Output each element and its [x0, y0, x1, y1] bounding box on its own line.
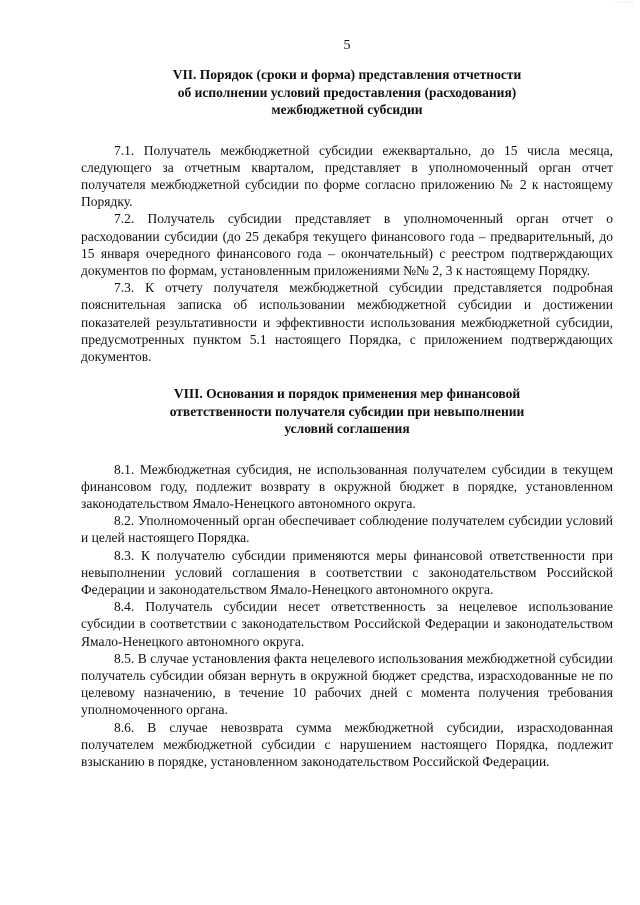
section-title-line: об исполнении условий предоставления (расходования): [177, 84, 517, 100]
section-viii: [81, 385, 613, 770]
section-title-line: VIII. Основания и порядок применения мер финансовой: [173, 386, 521, 402]
paragraph-7-2: 7.2. Получатель субсидии представляет в уполномоченный орган отчет о расходовании субсидии (до 25 декабря текущего финансового года – предварительный, до 15 января очередного финансового года – окончательный) с реестром подтверждающих документов по формам, установленным приложениями №№ 2, 3 к настоящему Порядку.: [81, 211, 613, 278]
page-number: 5: [343, 38, 351, 53]
paragraph-8-1: 8.1. Межбюджетная субсидия, не использованная получателем субсидии в текущем финансовом году, подлежит возврату в окружной бюджет в порядке, установленном законодательством Ямало-Ненецкого автономного округа.: [81, 461, 613, 512]
section-title-line: VII. Порядок (сроки и форма) представления отчетности: [172, 67, 522, 82]
paragraph-8-3: 8.3. К получателю субсидии применяются меры финансовой ответственности при невыполнении условий соглашения в соответствии с законодательством Российской Федерации и законодательством Ямало-Ненецкого автономного округа.: [81, 547, 613, 598]
section-title-line: условий соглашения: [284, 421, 410, 437]
section-vii-title: [81, 66, 613, 119]
paragraph-7-3: 7.3. К отчету получателя межбюджетной субсидии представляется подробная пояснительная записка об использовании межбюджетной субсидии и достижении показателей результативности и эффективности использования межбюджетной субсидии, предусмотренных пунктом 5.1 настоящего Порядка, с приложением подтверждающих документов.: [81, 280, 613, 364]
corner-mark: ‧ ‧‧‧‧‧‧‧: [615, 0, 634, 6]
section-vii: [81, 66, 613, 365]
paragraph-7-1: 7.1. Получатель межбюджетной субсидии ежеквартально, до 15 числа месяца, следующего за отчетным кварталом, представляет в уполномоченный орган отчет получателя межбюджетной субсидии по форме согласно приложению № 2 к настоящему Порядку.: [81, 142, 613, 210]
document-page: [81, 38, 613, 770]
section-viii-title: [81, 385, 613, 438]
section-title-line: ответственности получателя субсидии при невыполнении: [169, 403, 525, 419]
paragraph-8-2: 8.2. Уполномоченный орган обеспечивает соблюдение получателем субсидии условий и целей настоящего Порядка.: [81, 513, 613, 546]
section-title-line: межбюджетной субсидии: [271, 102, 423, 117]
paragraph-8-4: 8.4. Получатель субсидии несет ответственность за нецелевое использование субсидии в соответствии с законодательством Российской Федерации и законодательством Ямало-Ненецкого автономного округа.: [81, 599, 613, 649]
paragraph-8-6: 8.6. В случае невозврата сумма межбюджетной субсидии, израсходованная получателем межбюджетной субсидии с нарушением настоящего Порядка, подлежит взысканию в порядке, установленном законодательством Российской Федерации.: [81, 719, 613, 770]
paragraph-8-5: 8.5. В случае установления факта нецелевого использования межбюджетной субсидии получатель субсидии обязан вернуть в окружной бюджет средства, израсходованные не по целевому назначению, в течение 10 рабочих дней с момента получения требования уполномоченного органа.: [81, 650, 613, 718]
